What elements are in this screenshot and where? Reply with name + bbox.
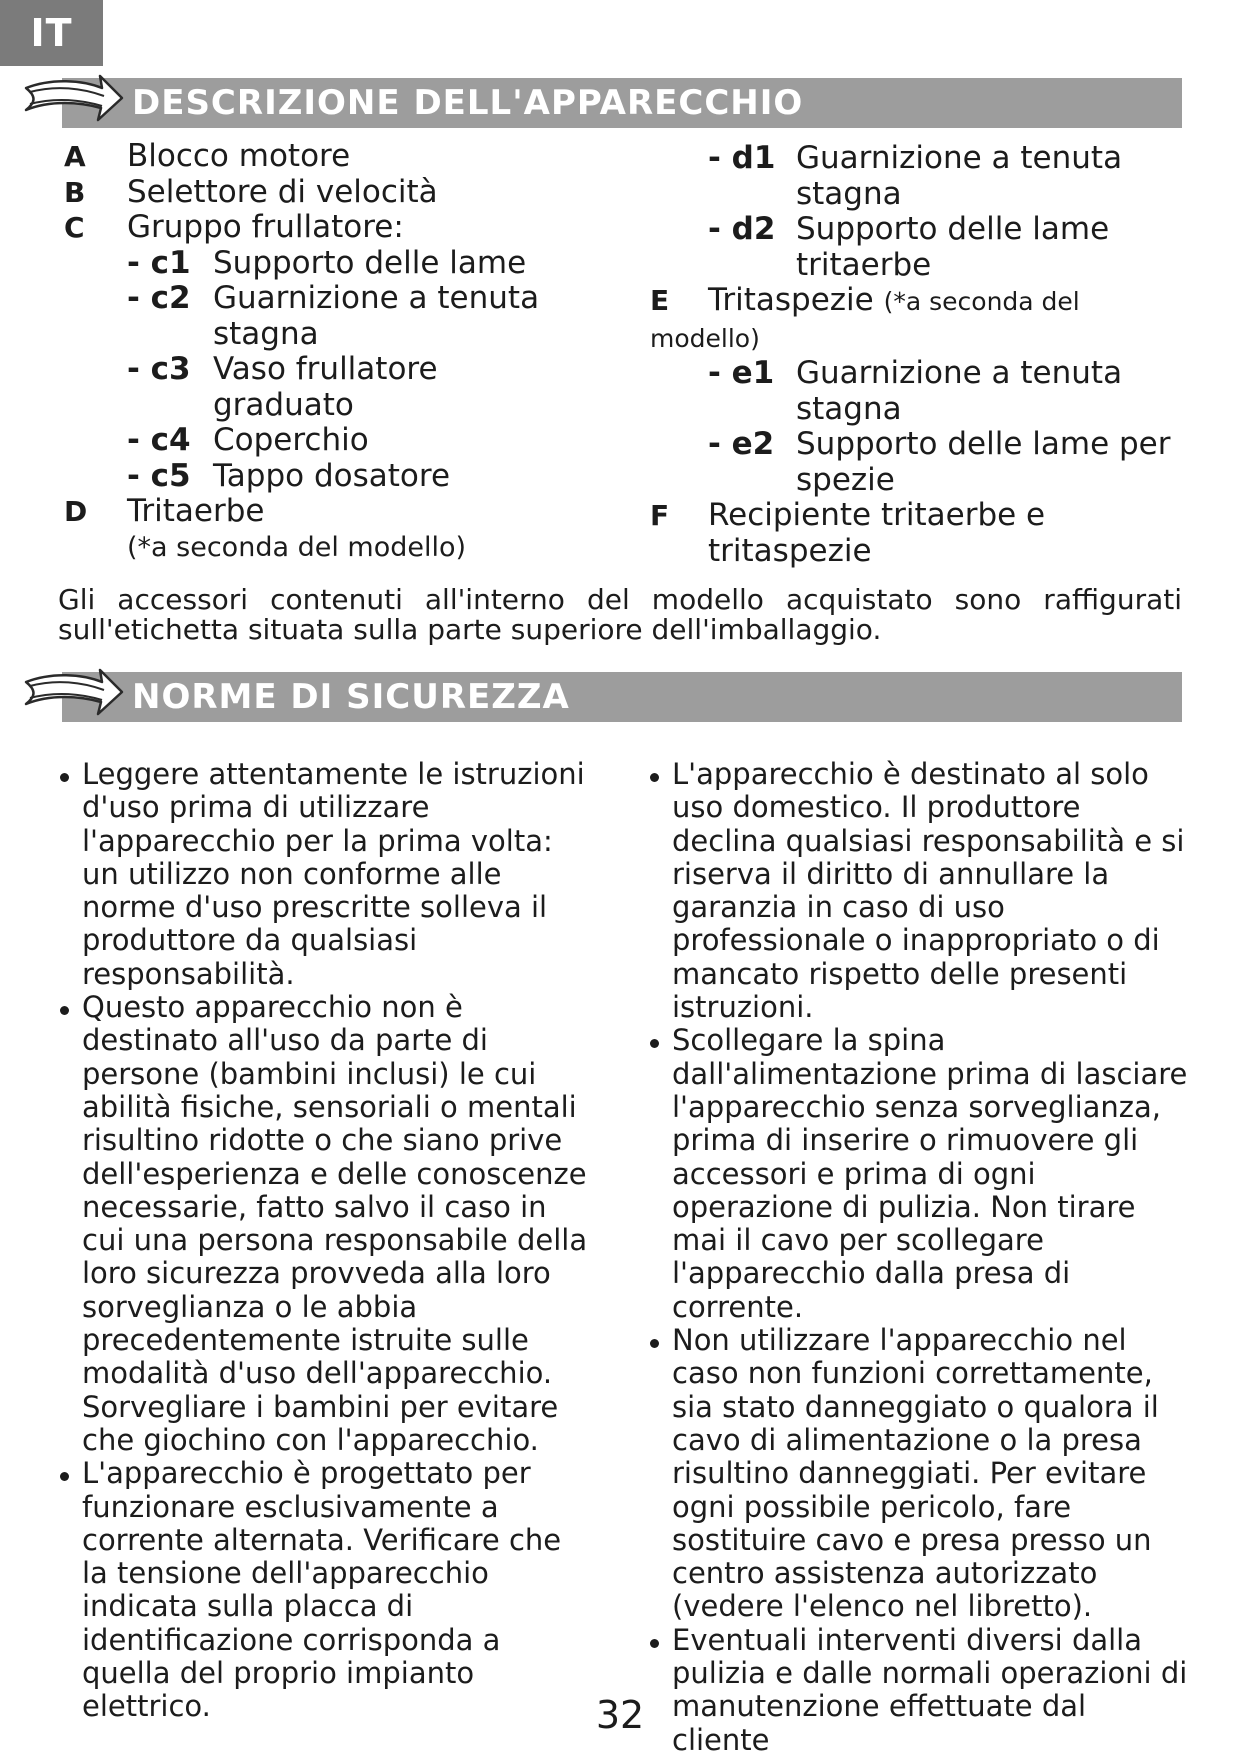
language-tab: IT — [0, 0, 103, 66]
part-label-line2: graduato — [213, 386, 354, 423]
part-label: Tritaerbe — [127, 493, 265, 529]
part-c5 — [64, 459, 624, 495]
part-label-line1: Supporto delle lame — [796, 211, 1110, 247]
part-d1 — [650, 141, 1190, 212]
parts-list-right — [650, 141, 1190, 569]
part-label-line1: Recipiente tritaerbe e — [708, 497, 1046, 533]
part-e2 — [650, 427, 1190, 498]
part-label-line2: stagna — [796, 175, 902, 212]
part-c4 — [64, 423, 624, 459]
part-D-note: (*a seconda del modello) — [127, 531, 467, 563]
part-c1 — [64, 246, 624, 282]
part-code: - c5 — [127, 457, 191, 494]
part-label-line1: Guarnizione a tenuta — [213, 280, 540, 316]
section-header-description — [62, 78, 1182, 128]
part-code: - e1 — [708, 355, 775, 391]
safety-item: Questo apparecchio non è destinato all'uso da parte di persone (bambini inclusi) le cui abilità fisiche, sensoriali o mentali risultino ridotte o che siano prive dell'esperienza e delle conoscenze necessarie, fatto salvo il caso in cui una persona responsabile della loro sicurezza provveda alla loro sorveglianza o le abbia precedentemente istruite sulle modalità d'uso dell'apparecchio. Sorvegliare i bambini per evitare che giochino con l'apparecchio. — [58, 991, 593, 1457]
safety-item: Scollegare la spina dall'alimentazione prima di lasciare l'apparecchio senza sorveglianza, prima di inserire o rimuovere gli accessori e prima di ogni operazione di pulizia. Non tirare mai il cavo per scollegare l'apparecchio dalla presa di corrente. — [648, 1024, 1188, 1324]
part-c3 — [64, 352, 624, 423]
part-code: - c2 — [127, 280, 191, 316]
part-code: - e2 — [708, 426, 775, 462]
part-label: Blocco motore — [127, 138, 351, 174]
part-label: Tappo dosatore — [213, 457, 451, 494]
safety-item: L'apparecchio è destinato al solo uso domestico. Il produttore declina qualsiasi responsabilità e si riserva il diritto di annullare la garanzia in caso di uso professionale o inappropriato o di mancato rispetto delle presenti istruzioni. — [648, 758, 1188, 1024]
part-label-line1: Supporto delle lame per — [796, 426, 1171, 462]
part-code: - d1 — [708, 140, 776, 176]
part-letter: F — [650, 499, 670, 532]
part-code: - c1 — [127, 244, 191, 281]
part-label: Supporto delle lame — [213, 244, 527, 281]
part-code: - d2 — [708, 211, 776, 247]
part-letter: B — [64, 175, 86, 209]
part-code: - c3 — [127, 351, 191, 387]
part-code: - c4 — [127, 422, 191, 458]
part-F — [650, 498, 1190, 569]
accessories-note: Gli accessori contenuti all'interno del modello acquistato sono raffigurati sull'etichetta situata sulla parte superiore dell'imballaggio. — [58, 583, 1182, 646]
part-label-line2: stagna — [796, 390, 902, 427]
part-D — [64, 494, 624, 530]
part-B — [64, 175, 624, 211]
part-e1 — [650, 356, 1190, 427]
part-C — [64, 210, 624, 246]
part-letter: A — [64, 140, 86, 173]
safety-item: Eventuali interventi diversi dalla pulizia e dalle normali operazioni di manutenzione effettuate dal cliente — [648, 1624, 1188, 1757]
safety-item: L'apparecchio è progettato per funzionare esclusivamente a corrente alternata. Verificare che la tensione dell'apparecchio indicata sulla placca di identificazione corrisponda a quella del proprio impianto elettrico. — [58, 1457, 593, 1723]
safety-list-right — [648, 758, 1188, 1757]
part-label-line2: spezie — [796, 461, 895, 498]
part-label: Gruppo frullatore: — [127, 209, 404, 245]
part-letter: E — [650, 284, 670, 317]
part-d2 — [650, 212, 1190, 283]
part-label-line1: Vaso frullatore — [213, 351, 438, 387]
part-label: Selettore di velocità — [127, 173, 438, 210]
part-letter: D — [64, 495, 88, 528]
part-label: Coperchio — [213, 422, 369, 458]
part-label-line2: stagna — [213, 315, 319, 352]
part-c2 — [64, 281, 624, 352]
page-number: 32 — [595, 1693, 645, 1737]
part-letter: C — [64, 211, 85, 244]
arrow-icon — [22, 664, 126, 722]
part-label-line2: tritaerbe — [796, 246, 932, 283]
section-title-description: DESCRIZIONE DELL'APPARECCHIO — [132, 83, 804, 123]
part-label: Tritaspezie — [708, 282, 874, 318]
part-label-line1: Guarnizione a tenuta — [796, 355, 1123, 391]
part-A — [64, 139, 624, 175]
safety-item: Leggere attentamente le istruzioni d'uso prima di utilizzare l'apparecchio per la prima volta: un utilizzo non conforme alle norme d'uso prescritte solleva il produttore da qualsiasi responsabilità. — [58, 758, 593, 991]
section-title-safety: NORME DI SICUREZZA — [132, 677, 570, 717]
section-header-safety — [62, 672, 1182, 722]
part-label-line2: tritaspezie — [708, 532, 872, 569]
part-label-line1: Guarnizione a tenuta — [796, 140, 1123, 176]
part-E-note: (*a seconda del modello) — [650, 287, 1080, 353]
safety-list-left — [58, 758, 593, 1724]
safety-item: Non utilizzare l'apparecchio nel caso non funzioni correttamente, sia stato danneggiato o qualora il cavo di alimentazione o la presa risultino danneggiati. Per evitare ogni possibile pericolo, fare sostituire cavo e presa presso un centro assistenza autorizzato (vedere l'elenco nel libretto). — [648, 1324, 1188, 1624]
part-E — [650, 283, 1190, 356]
arrow-icon — [22, 70, 126, 128]
parts-list-left — [64, 139, 624, 565]
